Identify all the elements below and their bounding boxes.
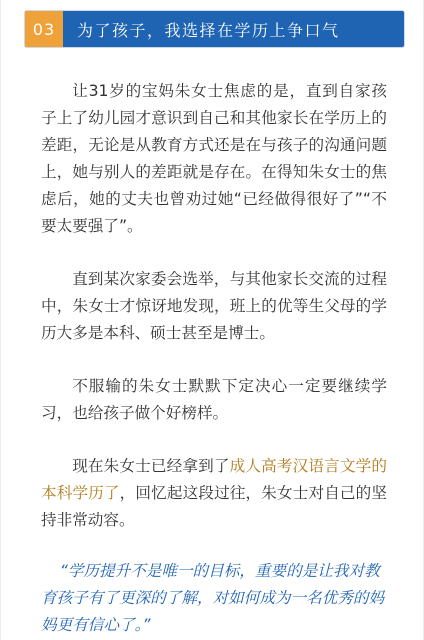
section-number-badge: 03 (25, 11, 63, 47)
paragraph-4-after: ，回忆起这段过往，朱女士对自己的坚持非常动容。 (41, 484, 387, 529)
section-header (25, 11, 404, 47)
article-body (41, 78, 387, 639)
paragraph-1: 让31岁的宝妈朱女士焦虑的是，直到自家孩子上了幼儿园才意识到自己和其他家长在学历上的差距，无论是从教育方式还是在与孩子的沟通问题上，她与别人的差距就是存在。在得知朱女士的焦虑后，她的丈夫也曾劝过她“已经做得很好了”“不要太要强了”。 (41, 82, 387, 235)
highlighted-degree-text: 成人高考汉语言文学的本科学历了 (41, 457, 387, 502)
section-title: 为了孩子，我选择在学历上争口气 (77, 20, 340, 40)
paragraph-2: 直到某次家委会选举，与其他家长交流的过程中，朱女士才惊讶地发现，班上的优等生父母的学历大多是本科、硕士甚至是博士。 (41, 270, 387, 342)
paragraph-4 (41, 453, 387, 534)
quote-text: “学历提升不是唯一的目标，重要的是让我对教育孩子有了更深的了解，对如何成为一名优秀的妈妈更有信心了。” (41, 562, 385, 634)
paragraph-3: 不服输的朱女士默默下定决心一定要继续学习，也给孩子做个好榜样。 (41, 377, 387, 422)
paragraph-4-before: 现在朱女士已经拿到了 (72, 457, 230, 475)
